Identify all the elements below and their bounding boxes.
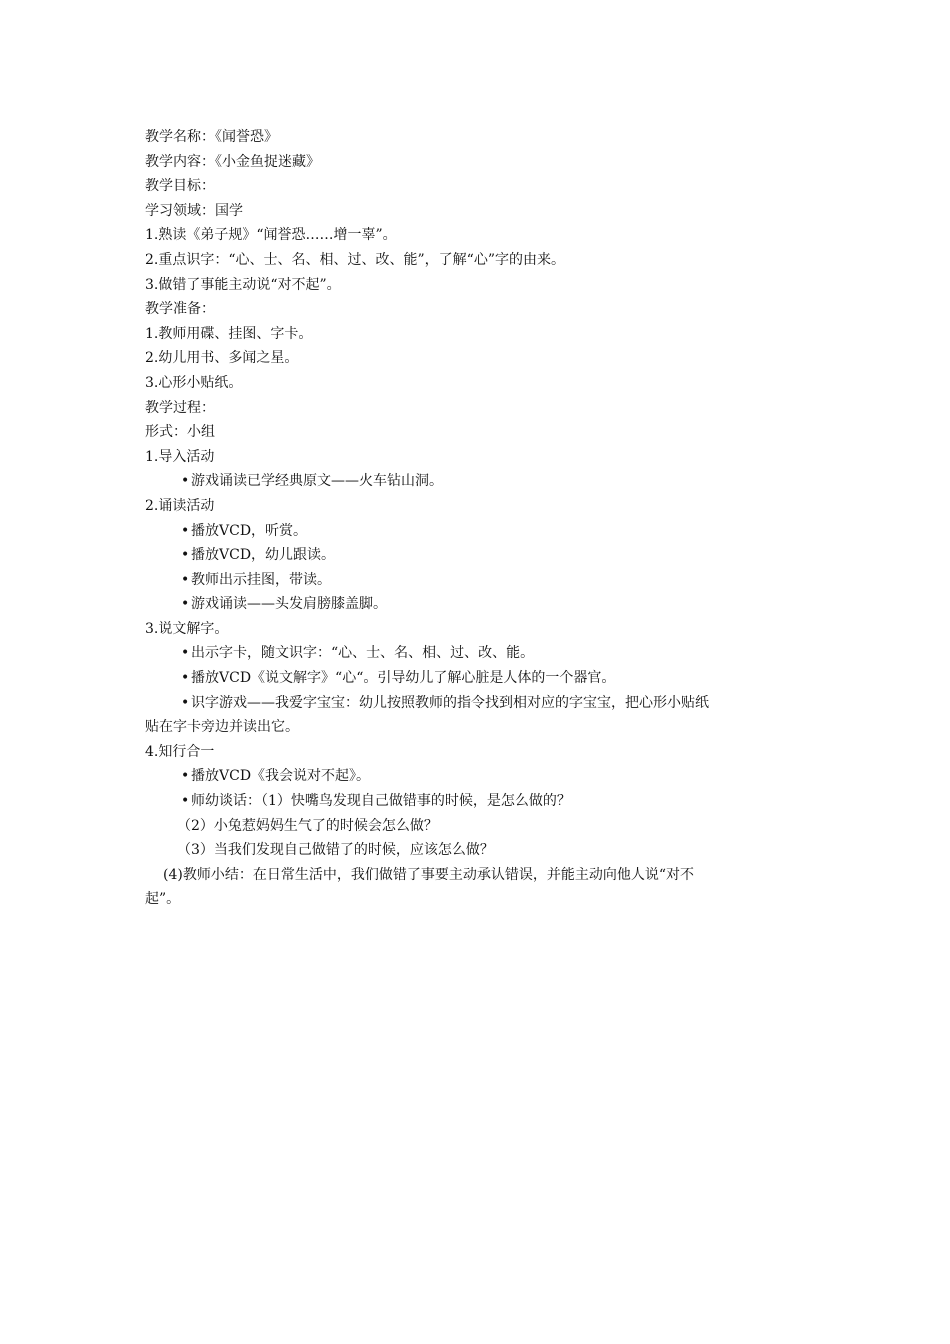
- step-bullet-continuation: 贴在字卡旁边并读出它。: [145, 719, 299, 736]
- step-heading: 2.诵读活动: [145, 497, 215, 514]
- document-body: [145, 125, 820, 912]
- bullet-icon: •: [181, 596, 190, 613]
- step-bullet: • 游戏诵读已学经典原文——火车钻山洞。: [145, 469, 820, 494]
- prep-item: 1.教师用碟、挂图、字卡。: [145, 325, 313, 342]
- step-bullet: • 播放VCD《说文解字》“心“。引导幼儿了解心脏是人体的一个器官。: [145, 666, 820, 691]
- step-bullet: • 播放VCD，听赏。: [145, 519, 820, 544]
- process-heading: 教学过程：: [145, 399, 215, 416]
- step-bullet: • 师幼谈话：（1）快嘴鸟发现自己做错事的时候，是怎么做的？: [145, 789, 820, 814]
- lesson-content: 教学内容：《小金鱼捉迷藏》: [145, 153, 320, 170]
- step-bullet: • 播放VCD《我会说对不起》。: [145, 764, 820, 789]
- prep-item: 3.心形小贴纸。: [145, 374, 243, 391]
- discussion-question: （2）小兔惹妈妈生气了的时候会怎么做？: [177, 817, 438, 834]
- bullet-icon: •: [181, 793, 190, 810]
- teacher-summary: (4)教师小结：在日常生活中，我们做错了事要主动承认错误，并能主动向他人说“对不: [163, 866, 694, 883]
- bullet-icon: •: [181, 694, 190, 711]
- learning-domain: 学习领域：国学: [145, 202, 243, 219]
- step-bullet: • 游戏诵读——头发肩膀膝盖脚。: [145, 592, 820, 617]
- bullet-icon: •: [181, 768, 190, 785]
- step-heading: 4.知行合一: [145, 743, 215, 760]
- discussion-question: （3）当我们发现自己做错了的时候，应该怎么做？: [177, 842, 494, 859]
- lesson-name: 教学名称：《闻誉恐》: [145, 129, 278, 145]
- bullet-icon: •: [181, 473, 190, 490]
- bullet-icon: •: [181, 547, 190, 564]
- bullet-icon: •: [181, 522, 190, 539]
- bullet-icon: •: [181, 670, 190, 687]
- prep-heading: 教学准备：: [145, 301, 215, 318]
- step-bullet: • 播放VCD，幼儿跟读。: [145, 543, 820, 568]
- step-heading: 1.导入活动: [145, 448, 215, 465]
- teacher-summary-continuation: 起”。: [145, 891, 181, 908]
- goal-item: 1.熟读《弟子规》“闻誉恐……增一辜”。: [145, 227, 397, 244]
- goal-item: 3.做错了事能主动说“对不起”。: [145, 276, 341, 293]
- step-bullet: • 出示字卡，随文识字：“心、士、名、相、过、改、能。: [145, 641, 820, 666]
- step-bullet: • 教师出示挂图，带读。: [145, 568, 820, 593]
- goals-heading: 教学目标：: [145, 178, 215, 195]
- step-bullet: • 识字游戏——我爱字宝宝：幼儿按照教师的指令找到相对应的字宝宝，把心形小贴纸: [145, 691, 820, 716]
- prep-item: 2.幼儿用书、多闻之星。: [145, 350, 299, 367]
- bullet-icon: •: [181, 571, 190, 588]
- goal-item: 2.重点识字：“心、士、名、相、过、改、能”，了解“心”字的由来。: [145, 251, 565, 268]
- step-heading: 3.说文解字。: [145, 620, 229, 637]
- format-line: 形式：小组: [145, 424, 215, 441]
- bullet-icon: •: [181, 645, 190, 662]
